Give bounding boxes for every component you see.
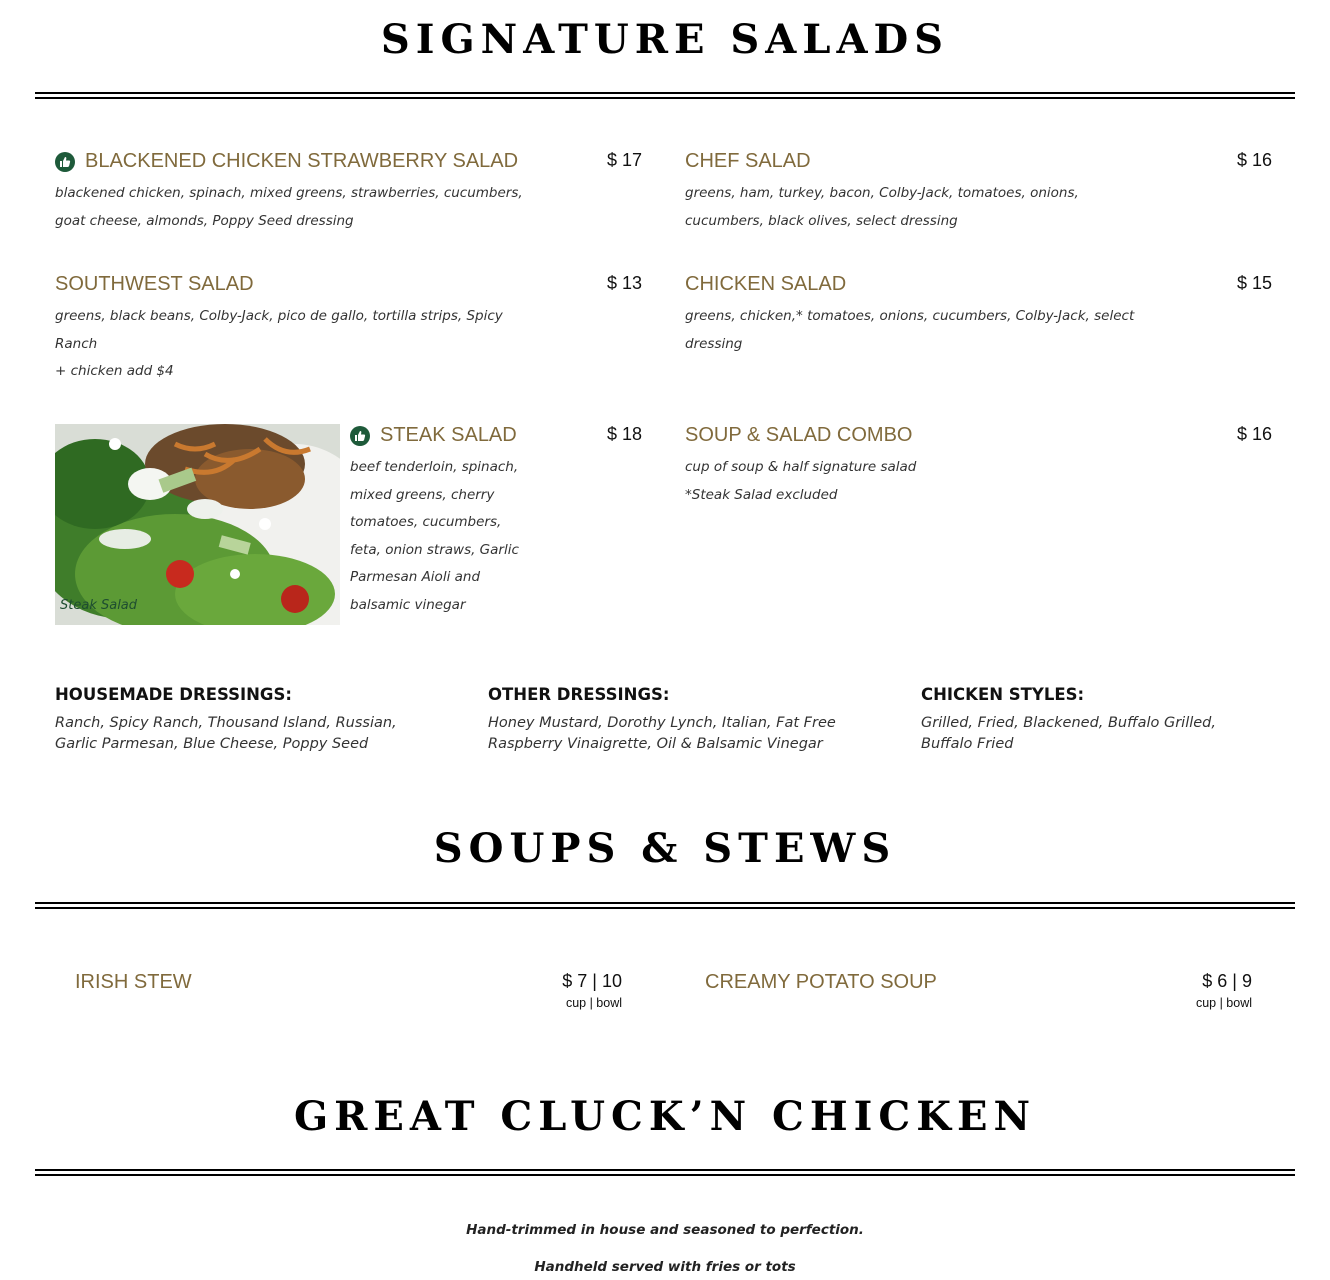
item-price: $ 16 [1236, 424, 1272, 444]
dressing-list [488, 713, 888, 755]
steak-salad-photo [55, 424, 340, 625]
chicken-note: Handheld served with fries or tots [534, 1259, 796, 1275]
item-name: IRISH STEW [75, 971, 192, 993]
desc-line: greens, ham, turkey, bacon, Colby-Jack, tomatoes, onions, [685, 185, 1079, 201]
item-description [55, 303, 575, 386]
desc-line: Ranch [55, 335, 98, 352]
desc-line: greens, chicken,* tomatoes, onions, cucumbers, Colby-Jack, select [685, 308, 1135, 324]
desc-line: *Steak Salad excluded [685, 486, 838, 503]
item-name: SOUTHWEST SALAD [55, 273, 254, 295]
menu-item-creamy-potato-soup[interactable] [705, 965, 1255, 1015]
menu-item-blackened-chicken-strawberry-salad[interactable] [55, 150, 645, 240]
item-name: SOUP & SALAD COMBO [685, 424, 913, 446]
chicken-note: Hand-trimmed in house and seasoned to perfection. [466, 1222, 864, 1238]
dressing-list [921, 713, 1301, 755]
steak-salad-image [55, 424, 340, 625]
dressing-line: Honey Mustard, Dorothy Lynch, Italian, Fat Free [488, 715, 836, 731]
item-unit: cup | bowl [1195, 996, 1252, 1010]
item-description [685, 454, 1205, 509]
item-name: CHICKEN SALAD [685, 273, 847, 295]
item-name: STEAK SALAD [380, 424, 517, 446]
item-price: $ 13 [606, 273, 642, 293]
item-price: $ 6 | 9 [1202, 971, 1252, 991]
menu-item-chicken-salad[interactable] [685, 273, 1275, 363]
menu-item-chef-salad[interactable] [685, 150, 1275, 240]
desc-line: feta, onion straws, Garlic [350, 541, 519, 558]
item-name: CHEF SALAD [685, 150, 811, 172]
desc-line: dressing [685, 335, 743, 352]
dressing-line: Buffalo Fried [921, 736, 1014, 752]
menu-item-steak-salad[interactable] [350, 424, 645, 619]
section-divider [35, 92, 1295, 99]
thumbs-up-icon [55, 152, 75, 172]
item-price: $ 18 [606, 424, 642, 444]
section-divider [35, 1169, 1295, 1176]
desc-line: goat cheese, almonds, Poppy Seed dressing [55, 212, 354, 229]
item-name: BLACKENED CHICKEN STRAWBERRY SALAD [85, 150, 519, 172]
item-description [685, 180, 1205, 235]
item-price: $ 17 [606, 150, 642, 170]
dressing-list [55, 713, 455, 755]
desc-line: Parmesan Aioli and [350, 569, 481, 585]
desc-line: cup of soup & half signature salad [685, 459, 917, 475]
item-unit: cup | bowl [565, 996, 622, 1010]
desc-line: mixed greens, cherry [350, 486, 495, 503]
desc-line: balsamic vinegar [350, 596, 466, 613]
menu-item-soup-salad-combo[interactable] [685, 424, 1275, 514]
dressing-heading: CHICKEN STYLES: [921, 685, 1085, 704]
desc-line: tomatoes, cucumbers, [350, 514, 502, 530]
desc-line: + chicken add $4 [55, 363, 174, 379]
dressing-line: Raspberry Vinaigrette, Oil & Balsamic Vinegar [488, 736, 823, 752]
item-price: $ 7 | 10 [562, 971, 622, 991]
menu-item-southwest-salad[interactable] [55, 273, 645, 388]
desc-line: blackened chicken, spinach, mixed greens, strawberries, cucumbers, [55, 185, 523, 201]
item-description [685, 303, 1205, 358]
dressing-heading: HOUSEMADE DRESSINGS: [55, 685, 292, 704]
item-description [55, 180, 575, 235]
section-title-chicken: GREAT CLUCK’N CHICKEN [293, 1093, 1037, 1140]
desc-line: beef tenderloin, spinach, [350, 459, 519, 475]
section-title-soups: SOUPS & STEWS [433, 825, 897, 872]
dressing-line: Garlic Parmesan, Blue Cheese, Poppy Seed [55, 736, 369, 752]
dressing-heading: OTHER DRESSINGS: [488, 685, 670, 704]
item-price: $ 15 [1236, 273, 1272, 293]
photo-caption: Steak Salad [60, 598, 138, 613]
item-description [350, 454, 550, 619]
section-divider [35, 902, 1295, 909]
item-price: $ 16 [1236, 150, 1272, 170]
desc-line: cucumbers, black olives, select dressing [685, 212, 958, 229]
menu-item-irish-stew[interactable] [75, 965, 625, 1015]
thumbs-up-icon [350, 426, 370, 446]
dressing-line: Ranch, Spicy Ranch, Thousand Island, Russian, [55, 715, 397, 731]
section-title-salads: SIGNATURE SALADS [380, 16, 950, 63]
item-name: CREAMY POTATO SOUP [705, 971, 937, 993]
desc-line: greens, black beans, Colby-Jack, pico de gallo, tortilla strips, Spicy [55, 308, 503, 324]
dressing-line: Grilled, Fried, Blackened, Buffalo Grilled, [921, 715, 1216, 731]
